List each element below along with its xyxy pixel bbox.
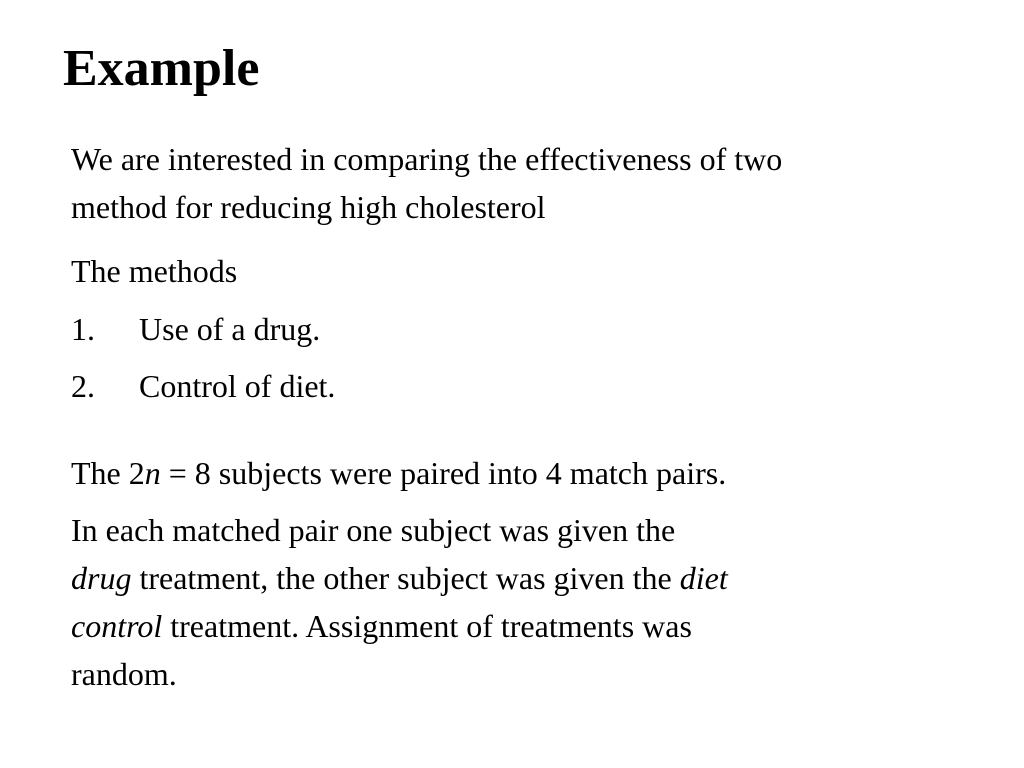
assignment-control-em: control [71, 608, 163, 644]
subjects-line [71, 449, 971, 497]
assignment-line-3-text: treatment. Assignment of treatments was [162, 608, 692, 644]
subjects-variable: n [144, 455, 161, 491]
subjects-paragraph [71, 449, 971, 497]
list-item [71, 362, 335, 419]
assignment-line-3 [71, 602, 901, 650]
methods-list [71, 305, 335, 419]
list-item [71, 305, 335, 362]
intro-line-2: method for reducing high cholesterol [71, 189, 546, 225]
assignment-line-1: In each matched pair one subject was given the [71, 512, 676, 548]
intro-line-1: We are interested in comparing the effectiveness of two [71, 141, 783, 177]
list-item-label: Control of diet. [139, 368, 336, 404]
assignment-paragraph [71, 506, 901, 698]
assignment-line-2 [71, 554, 901, 602]
list-item-number: 2. [71, 368, 95, 404]
intro-paragraph [71, 135, 971, 231]
subjects-text-post: = 8 subjects were paired into 4 match pairs. [160, 455, 727, 491]
assignment-drug-em: drug [71, 560, 132, 596]
methods-heading: The methods [71, 253, 238, 289]
assignment-diet-em: diet [679, 560, 728, 596]
list-item-label: Use of a drug. [139, 311, 321, 347]
assignment-line-2-text: treatment, the other subject was given the [131, 560, 680, 596]
assignment-line-4: random. [71, 656, 177, 692]
slide-title: Example [63, 40, 260, 97]
list-item-number: 1. [71, 311, 95, 347]
subjects-text-pre: The 2 [71, 455, 145, 491]
